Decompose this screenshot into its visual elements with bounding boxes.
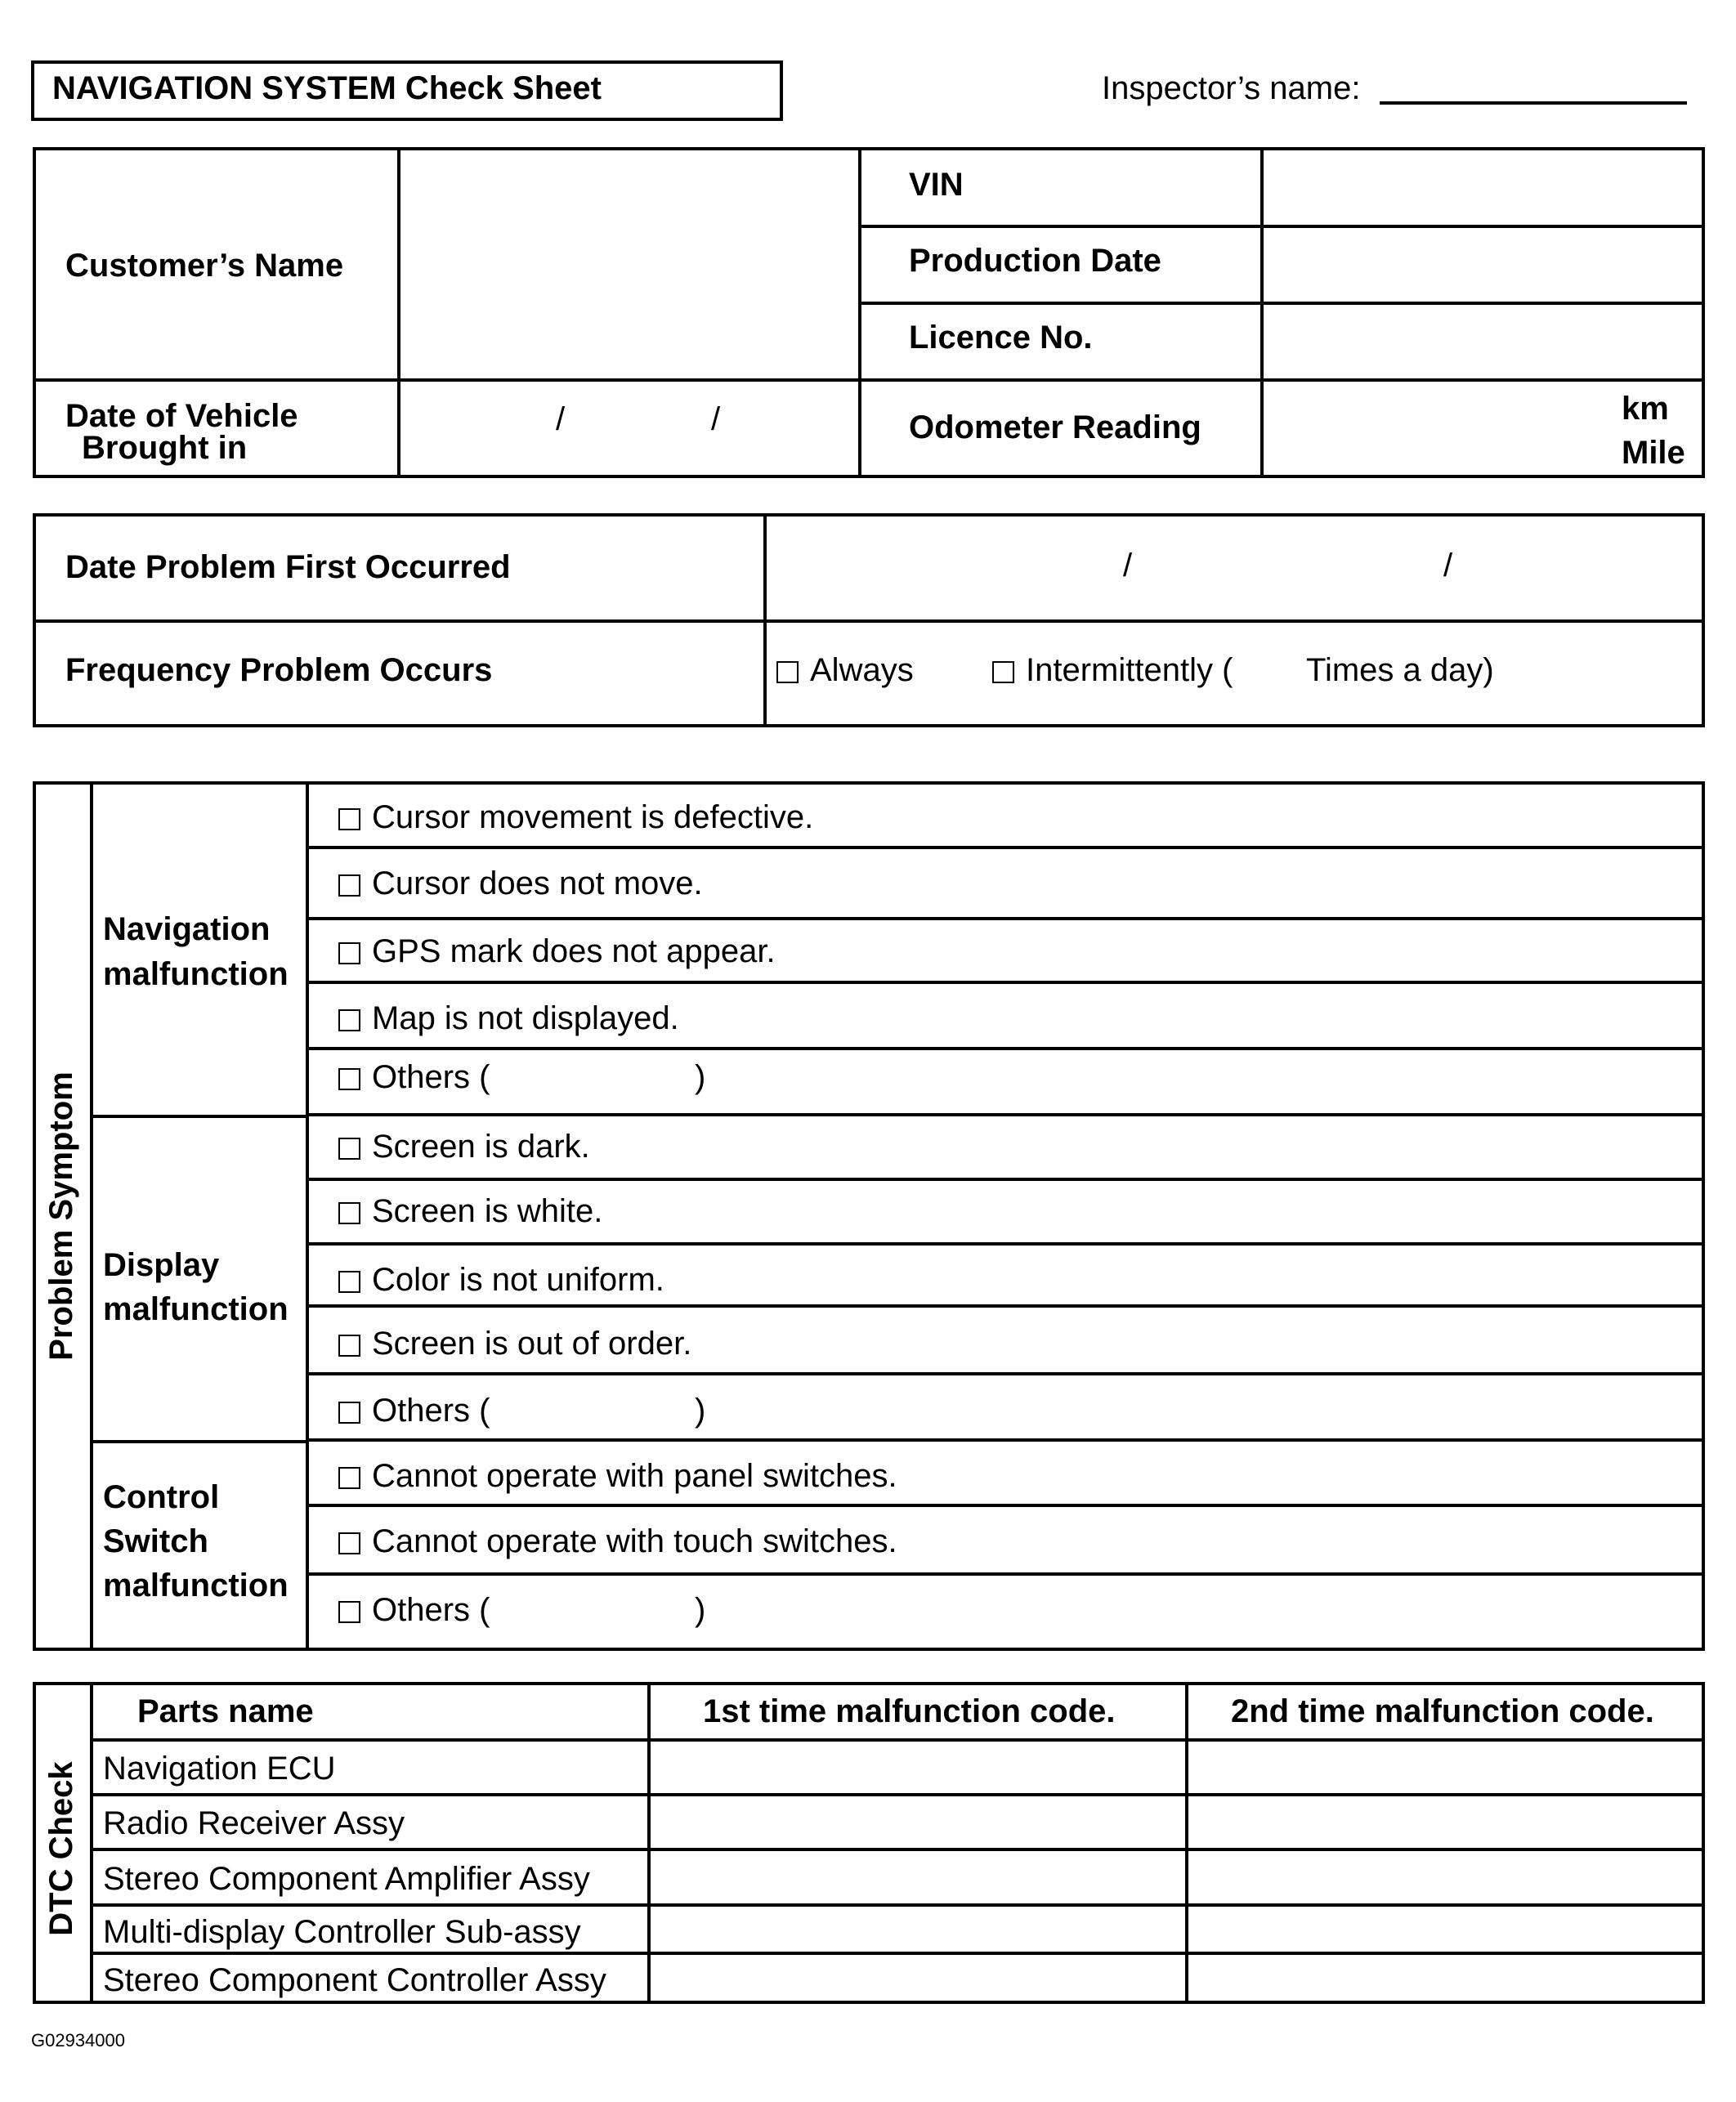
problem-symptom-table (33, 781, 1705, 1651)
production-date-field[interactable] (1264, 228, 1702, 302)
page-title: NAVIGATION SYSTEM Check Sheet (52, 70, 602, 106)
inspector-name-line[interactable] (1380, 101, 1687, 105)
checkbox[interactable] (338, 1402, 360, 1424)
symptom-item[interactable]: Cannot operate with panel switches. (338, 1460, 897, 1492)
vin-field[interactable] (1264, 150, 1702, 225)
date-separator: / (711, 401, 721, 437)
frequency-label: Frequency Problem Occurs (65, 652, 493, 688)
date-first-occurred-label: Date Problem First Occurred (65, 549, 511, 585)
always-option[interactable]: Always (776, 654, 914, 687)
customer-name-field[interactable] (400, 150, 858, 378)
control-switch-malfunction-label: malfunction (103, 1568, 289, 1603)
times-a-day-label: Times a day) (1306, 652, 1494, 688)
vin-label: VIN (909, 167, 964, 203)
checkbox[interactable] (338, 1271, 360, 1293)
symptom-item[interactable]: Screen is white. (338, 1195, 602, 1228)
dtc-check-label: DTC Check (43, 1761, 79, 1936)
symptom-item[interactable]: Map is not displayed. (338, 1002, 679, 1035)
checkbox[interactable] (338, 1138, 360, 1160)
close-paren: ) (695, 1393, 706, 1429)
checkbox[interactable] (338, 1467, 360, 1489)
navigation-malfunction-label: malfunction (103, 956, 289, 992)
dtc-part-name: Stereo Component Controller Assy (103, 1962, 606, 1998)
production-date-label: Production Date (909, 243, 1161, 279)
date-separator: / (556, 401, 566, 437)
date-brought-label-line2: Brought in (82, 430, 248, 466)
licence-label: Licence No. (909, 320, 1093, 356)
checkbox[interactable] (338, 874, 360, 897)
display-malfunction-label: malfunction (103, 1291, 289, 1327)
symptom-item[interactable]: Cursor does not move. (338, 867, 703, 900)
dtc-part-name: Stereo Component Amplifier Assy (103, 1861, 590, 1897)
checkbox[interactable] (338, 1532, 360, 1554)
unit-mile: Mile (1622, 435, 1685, 471)
checkbox[interactable] (338, 808, 360, 830)
figure-code: G02934000 (31, 2030, 125, 2051)
licence-field[interactable] (1264, 305, 1702, 378)
symptom-item[interactable]: Screen is dark. (338, 1130, 590, 1163)
checkbox[interactable] (338, 1335, 360, 1357)
dtc-part-name: Navigation ECU (103, 1751, 336, 1787)
date-separator: / (1443, 548, 1453, 584)
symptom-item-others[interactable]: Others ( (338, 1394, 490, 1427)
problem-symptom-label: Problem Symptom (43, 1071, 79, 1361)
symptom-item[interactable]: Screen is out of order. (338, 1327, 691, 1360)
unit-km: km (1622, 391, 1669, 427)
customer-name-label: Customer’s Name (65, 248, 344, 284)
date-separator: / (1123, 548, 1133, 584)
symptom-item-others[interactable]: Others ( (338, 1061, 490, 1093)
odometer-label: Odometer Reading (909, 409, 1201, 445)
checkbox[interactable] (338, 942, 360, 964)
checkbox[interactable] (992, 661, 1014, 683)
checkbox[interactable] (338, 1202, 360, 1224)
dtc-part-name: Radio Receiver Assy (103, 1805, 405, 1841)
checkbox[interactable] (338, 1601, 360, 1623)
control-switch-malfunction-label: Switch (103, 1523, 208, 1559)
column-header-1st-code: 1st time malfunction code. (703, 1693, 1116, 1729)
close-paren: ) (695, 1059, 706, 1095)
close-paren: ) (695, 1592, 706, 1628)
checkbox[interactable] (776, 661, 799, 683)
control-switch-malfunction-label: Control (103, 1479, 220, 1515)
intermittently-option[interactable]: Intermittently ( (992, 654, 1233, 687)
symptom-item[interactable]: GPS mark does not appear. (338, 935, 776, 968)
dtc-part-name: Multi-display Controller Sub-assy (103, 1914, 581, 1950)
symptom-item-others[interactable]: Others ( (338, 1594, 490, 1626)
column-header-parts-name: Parts name (137, 1693, 314, 1729)
checkbox[interactable] (338, 1068, 360, 1090)
date-brought-label-line1: Date of Vehicle (65, 398, 298, 434)
navigation-malfunction-label: Navigation (103, 911, 271, 947)
inspector-label: Inspector’s name: (1102, 70, 1361, 106)
dtc-check-table (33, 1682, 1705, 2004)
column-header-2nd-code: 2nd time malfunction code. (1231, 1693, 1654, 1729)
display-malfunction-label: Display (103, 1247, 220, 1283)
symptom-item[interactable]: Cannot operate with touch switches. (338, 1525, 897, 1558)
checkbox[interactable] (338, 1009, 360, 1031)
symptom-item[interactable]: Cursor movement is defective. (338, 801, 813, 834)
symptom-item[interactable]: Color is not uniform. (338, 1263, 664, 1296)
